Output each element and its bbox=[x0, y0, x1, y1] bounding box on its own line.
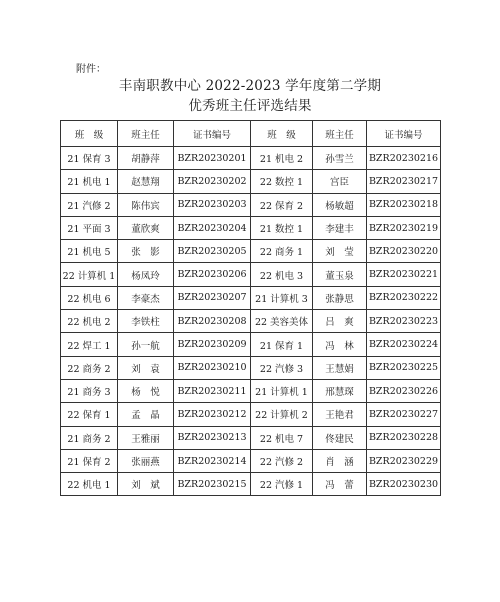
class-cell: 22 机电 7 bbox=[251, 426, 313, 449]
cert-no-cell: BZR20230201 bbox=[174, 147, 251, 170]
class-cell: 22 数控 1 bbox=[251, 170, 313, 193]
teacher-cell: 孙雪兰 bbox=[313, 147, 367, 170]
table-row bbox=[61, 333, 441, 356]
teacher-cell: 李豪杰 bbox=[118, 286, 174, 309]
class-cell: 21 保育 2 bbox=[61, 449, 118, 472]
table-row bbox=[61, 449, 441, 472]
cert-no-cell: BZR20230217 bbox=[367, 170, 441, 193]
cert-no-cell: BZR20230216 bbox=[367, 147, 441, 170]
cert-no-cell: BZR20230227 bbox=[367, 403, 441, 426]
class-cell: 22 机电 3 bbox=[251, 263, 313, 286]
cert-no-cell: BZR20230212 bbox=[174, 403, 251, 426]
table-row bbox=[61, 403, 441, 426]
document-subtitle: 优秀班主任评选结果 bbox=[188, 98, 312, 114]
column-header-cert-no: 证书编号 bbox=[174, 121, 251, 147]
class-cell: 21 机电 2 bbox=[251, 147, 313, 170]
teacher-cell: 邢慧琛 bbox=[313, 379, 367, 402]
column-header-teacher: 班主任 bbox=[118, 121, 174, 147]
cert-no-cell: BZR20230210 bbox=[174, 356, 251, 379]
teacher-cell: 吕 爽 bbox=[313, 310, 367, 333]
teacher-cell: 李铁柱 bbox=[118, 310, 174, 333]
table-row bbox=[61, 170, 441, 193]
column-header-teacher: 班主任 bbox=[313, 121, 367, 147]
cert-no-cell: BZR20230219 bbox=[367, 216, 441, 239]
cert-no-cell: BZR20230208 bbox=[174, 310, 251, 333]
cert-no-cell: BZR20230203 bbox=[174, 193, 251, 216]
teacher-cell: 冯 蕾 bbox=[313, 473, 367, 496]
cert-no-cell: BZR20230204 bbox=[174, 216, 251, 239]
teacher-cell: 赵慧翔 bbox=[118, 170, 174, 193]
table-row bbox=[61, 263, 441, 286]
cert-no-cell: BZR20230230 bbox=[367, 473, 441, 496]
teacher-cell: 佟建民 bbox=[313, 426, 367, 449]
cert-no-cell: BZR20230221 bbox=[367, 263, 441, 286]
class-cell: 21 保育 1 bbox=[251, 333, 313, 356]
class-cell: 21 计算机 3 bbox=[251, 286, 313, 309]
document-title: 丰南职教中心 2022-2023 学年度第二学期 bbox=[118, 78, 382, 94]
column-header-class: 班 级 bbox=[61, 121, 118, 147]
teacher-cell: 孙一航 bbox=[118, 333, 174, 356]
teacher-cell: 刘 莹 bbox=[313, 240, 367, 263]
cert-no-cell: BZR20230214 bbox=[174, 449, 251, 472]
class-cell: 22 商务 2 bbox=[61, 356, 118, 379]
class-cell: 22 汽修 1 bbox=[251, 473, 313, 496]
class-cell: 22 商务 1 bbox=[251, 240, 313, 263]
cert-no-cell: BZR20230224 bbox=[367, 333, 441, 356]
cert-no-cell: BZR20230223 bbox=[367, 310, 441, 333]
table-row bbox=[61, 473, 441, 496]
teacher-cell: 王艳君 bbox=[313, 403, 367, 426]
table-row bbox=[61, 240, 441, 263]
class-cell: 22 机电 2 bbox=[61, 310, 118, 333]
teacher-cell: 董玉泉 bbox=[313, 263, 367, 286]
class-cell: 22 美容美体 bbox=[251, 310, 313, 333]
teacher-cell: 刘 袁 bbox=[118, 356, 174, 379]
teacher-cell: 王慧娟 bbox=[313, 356, 367, 379]
teacher-cell: 杨 悦 bbox=[118, 379, 174, 402]
class-cell: 21 机电 5 bbox=[61, 240, 118, 263]
teacher-cell: 董欣爽 bbox=[118, 216, 174, 239]
teacher-cell: 孟 晶 bbox=[118, 403, 174, 426]
teacher-cell: 李建丰 bbox=[313, 216, 367, 239]
cert-no-cell: BZR20230213 bbox=[174, 426, 251, 449]
results-table bbox=[60, 120, 441, 496]
class-cell: 21 平面 3 bbox=[61, 216, 118, 239]
teacher-cell: 张 影 bbox=[118, 240, 174, 263]
cert-no-cell: BZR20230209 bbox=[174, 333, 251, 356]
cert-no-cell: BZR20230220 bbox=[367, 240, 441, 263]
teacher-cell: 胡静萍 bbox=[118, 147, 174, 170]
cert-no-cell: BZR20230226 bbox=[367, 379, 441, 402]
class-cell: 21 商务 3 bbox=[61, 379, 118, 402]
column-header-cert-no: 证书编号 bbox=[367, 121, 441, 147]
attachment-label: 附件： bbox=[76, 64, 106, 75]
teacher-cell: 张丽燕 bbox=[118, 449, 174, 472]
class-cell: 21 机电 1 bbox=[61, 170, 118, 193]
teacher-cell: 冯 林 bbox=[313, 333, 367, 356]
class-cell: 21 汽修 2 bbox=[61, 193, 118, 216]
cert-no-cell: BZR20230218 bbox=[367, 193, 441, 216]
class-cell: 21 数控 1 bbox=[251, 216, 313, 239]
teacher-cell: 王雅丽 bbox=[118, 426, 174, 449]
teacher-cell: 杨凤玲 bbox=[118, 263, 174, 286]
teacher-cell: 张静思 bbox=[313, 286, 367, 309]
cert-no-cell: BZR20230211 bbox=[174, 379, 251, 402]
class-cell: 22 机电 1 bbox=[61, 473, 118, 496]
table-row bbox=[61, 286, 441, 309]
cert-no-cell: BZR20230229 bbox=[367, 449, 441, 472]
cert-no-cell: BZR20230222 bbox=[367, 286, 441, 309]
cert-no-cell: BZR20230207 bbox=[174, 286, 251, 309]
table-row bbox=[61, 193, 441, 216]
table-header-row bbox=[61, 121, 441, 147]
teacher-cell: 肖 涵 bbox=[313, 449, 367, 472]
table-body bbox=[61, 147, 441, 496]
teacher-cell: 陈伟宾 bbox=[118, 193, 174, 216]
teacher-cell: 宫臣 bbox=[313, 170, 367, 193]
table-row bbox=[61, 356, 441, 379]
class-cell: 22 机电 6 bbox=[61, 286, 118, 309]
class-cell: 22 汽修 2 bbox=[251, 449, 313, 472]
class-cell: 22 保育 2 bbox=[251, 193, 313, 216]
table-row bbox=[61, 310, 441, 333]
teacher-cell: 刘 斌 bbox=[118, 473, 174, 496]
table-row bbox=[61, 216, 441, 239]
column-header-class: 班 级 bbox=[251, 121, 313, 147]
class-cell: 22 汽修 3 bbox=[251, 356, 313, 379]
cert-no-cell: BZR20230206 bbox=[174, 263, 251, 286]
cert-no-cell: BZR20230228 bbox=[367, 426, 441, 449]
cert-no-cell: BZR20230215 bbox=[174, 473, 251, 496]
class-cell: 21 计算机 1 bbox=[251, 379, 313, 402]
cert-no-cell: BZR20230205 bbox=[174, 240, 251, 263]
class-cell: 21 商务 2 bbox=[61, 426, 118, 449]
cert-no-cell: BZR20230202 bbox=[174, 170, 251, 193]
class-cell: 22 计算机 2 bbox=[251, 403, 313, 426]
class-cell: 22 保育 1 bbox=[61, 403, 118, 426]
table-row bbox=[61, 379, 441, 402]
cert-no-cell: BZR20230225 bbox=[367, 356, 441, 379]
table-row bbox=[61, 147, 441, 170]
table-row bbox=[61, 426, 441, 449]
class-cell: 21 保育 3 bbox=[61, 147, 118, 170]
teacher-cell: 杨敏超 bbox=[313, 193, 367, 216]
class-cell: 22 焊工 1 bbox=[61, 333, 118, 356]
class-cell: 22 计算机 1 bbox=[61, 263, 118, 286]
